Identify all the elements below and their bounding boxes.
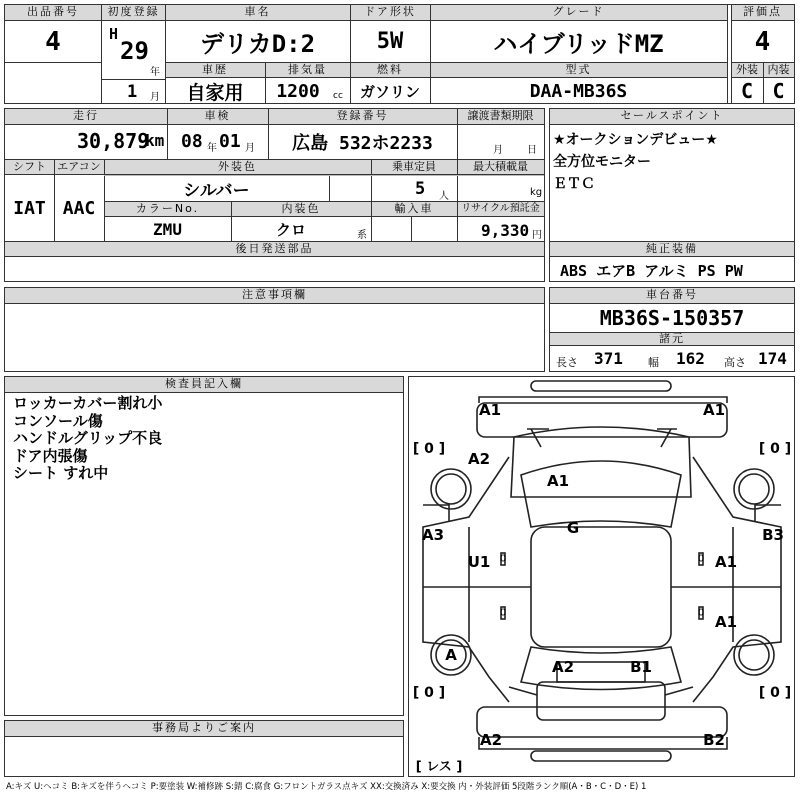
caution-box — [4, 287, 545, 372]
capacity-unit: 人 — [439, 191, 449, 202]
grade-header: グレード — [430, 5, 727, 21]
int-color-header: 内装色 — [231, 201, 371, 217]
front-bumper-outer — [479, 397, 727, 403]
import-header: 輸入車 — [371, 201, 457, 217]
year-unit: 年 — [150, 67, 160, 78]
grade-value: ハイブリッドMZ — [493, 30, 664, 58]
history-value: 自家用 — [186, 81, 244, 104]
registration-value: 広島 532ホ2233 — [292, 133, 433, 154]
width-value: 162 — [676, 349, 705, 368]
interior-value: C — [772, 79, 785, 103]
diagram-label: A1 — [714, 553, 738, 571]
inspector-note: ロッカーカバー割れ小 — [13, 394, 163, 412]
genuine-value: ABS エアB アルミ PS PW — [560, 262, 743, 280]
aircon-value: AAC — [62, 197, 96, 219]
diagram-label: A2 — [551, 658, 575, 676]
later-parts-header: 後日発送部品 — [5, 241, 544, 257]
ext-color-header: 外装色 — [104, 159, 371, 175]
diagram-label: A1 — [478, 401, 502, 419]
length-value: 371 — [594, 349, 623, 368]
displacement-header: 排気量 — [265, 62, 350, 78]
inspector-header: 検査員記入欄 — [5, 377, 403, 393]
zero-mark: 0 — [697, 607, 705, 619]
transfer-month-unit: 月 — [493, 145, 503, 156]
car-name-header: 車名 — [165, 5, 350, 21]
windshield — [521, 461, 681, 527]
recycle-unit: 円 — [532, 230, 542, 241]
diagram-label: B2 — [703, 731, 725, 749]
shift-value: IAT — [13, 197, 46, 219]
era-value: H — [109, 25, 119, 43]
capacity-header: 乗車定員 — [371, 159, 457, 175]
diagram-label: A2 — [467, 450, 491, 468]
zero-mark: 0 — [697, 553, 705, 565]
door-value: 5W — [376, 29, 404, 54]
tire-mark: [ 0 ] — [412, 441, 446, 457]
int-color-value: クロ — [275, 220, 306, 239]
specs-header: 諸元 — [550, 332, 794, 346]
month-value: 1 — [127, 82, 138, 102]
car-name-value: デリカD:2 — [199, 30, 316, 58]
diagram-label: A2 — [479, 731, 503, 749]
inspector-note: コンソール傷 — [13, 411, 103, 430]
inspector-note: ドア内張傷 — [13, 446, 88, 465]
damage-legend: A:キズ U:ヘコミ B:キズを伴うヘコミ P:要塗装 W:補修跡 S:錆 C:腐食 G:フロントガラス点キズ XX:交換済み X:要交換 内・外装評価 5段階ランク順(A・B・C・D・E) 1 — [6, 782, 647, 792]
car-diagram-box — [408, 376, 795, 777]
sales-point-item: ＥＴＣ — [553, 176, 595, 192]
roof-rail-top — [531, 381, 671, 391]
sales-point-box — [549, 108, 795, 282]
inspection-month: 01 — [219, 131, 241, 152]
diagram-label: A3 — [421, 526, 445, 544]
year-value: 29 — [120, 37, 149, 65]
max-load-unit: kg — [530, 187, 543, 198]
history-header: 車歴 — [165, 62, 265, 78]
score-value: 4 — [754, 26, 771, 57]
transfer-header: 譲渡書類期限 — [457, 109, 544, 125]
rear-bumper — [477, 707, 727, 737]
mileage-value: 30,879 — [77, 129, 150, 153]
ext-color-value: シルバー — [183, 180, 250, 201]
displacement-unit: cc — [333, 91, 343, 101]
inspection-year: 08 — [181, 131, 203, 152]
score-header: 評価点 — [731, 5, 794, 21]
door-header: ドア形状 — [350, 5, 430, 21]
diagram-label: G — [566, 519, 580, 537]
rear-window — [521, 647, 681, 690]
tire-mark: [ 0 ] — [758, 441, 792, 457]
inspector-note: ハンドルグリップ不良 — [13, 429, 163, 447]
sales-point-item: ★オークションデビュー★ — [553, 132, 718, 148]
first-reg-header: 初度登録 — [102, 5, 165, 21]
inspection-month-unit: 月 — [245, 143, 255, 154]
chassis-box — [549, 287, 795, 372]
car-diagram — [409, 377, 796, 778]
vehicle-info-block — [4, 108, 545, 282]
front-bumper — [477, 403, 727, 437]
interior-header: 内装 — [763, 62, 794, 78]
fuel-header: 燃料 — [350, 62, 430, 78]
registration-header: 登録番号 — [268, 109, 457, 125]
lot-no-value: 4 — [45, 26, 61, 57]
shift-header: シフト — [5, 159, 54, 175]
aircon-header: エアコン — [54, 159, 104, 175]
diagram-label: A — [445, 646, 457, 664]
capacity-value: 5 — [415, 179, 426, 199]
height-value: 174 — [758, 349, 787, 368]
color-no-header: カラーNo. — [104, 201, 231, 217]
sales-points-list — [553, 129, 718, 195]
int-color-unit: 系 — [357, 230, 367, 241]
spare-tire-mark: [ レス ] — [415, 759, 463, 775]
model-code-value: DAA-MB36S — [529, 80, 628, 102]
exterior-header: 外装 — [731, 62, 763, 78]
diagram-label: U1 — [467, 553, 491, 571]
fuel-value: ガソリン — [359, 82, 420, 101]
diagram-label: A1 — [702, 401, 726, 419]
displacement-value: 1200 — [276, 80, 320, 102]
mileage-header: 走行 — [5, 109, 167, 125]
mileage-unit: km — [145, 131, 165, 150]
tire-mark: [ 0 ] — [758, 685, 792, 701]
model-code-header: 型式 — [430, 62, 727, 78]
diagram-label: B1 — [630, 658, 652, 676]
exterior-value: C — [740, 79, 754, 103]
chassis-header: 車台番号 — [550, 288, 794, 304]
rear-rail — [531, 751, 671, 761]
roof — [531, 527, 671, 647]
genuine-header: 純正装備 — [550, 241, 794, 257]
diagram-label: A1 — [714, 613, 738, 631]
office-box — [4, 720, 404, 777]
month-unit: 月 — [150, 92, 160, 103]
recycle-header: リサイクル預託金 — [457, 201, 544, 217]
length-label: 長さ — [556, 356, 578, 369]
inspection-header: 車検 — [167, 109, 268, 125]
color-no-value: ZMU — [153, 219, 182, 239]
header-block — [4, 4, 795, 104]
width-label: 幅 — [648, 356, 659, 369]
zero-mark: 0 — [499, 553, 507, 565]
lot-no-header: 出品番号 — [5, 5, 101, 21]
diagram-label: B3 — [762, 526, 784, 544]
transfer-day-unit: 日 — [527, 145, 537, 156]
max-load-header: 最大積載量 — [457, 159, 544, 175]
caution-header: 注意事項欄 — [5, 288, 544, 304]
recycle-value: 9,330 — [481, 221, 530, 240]
office-header: 事務局よりご案内 — [5, 721, 403, 737]
inspector-box — [4, 376, 404, 716]
sales-point-item: 全方位モニター — [553, 154, 651, 170]
inspection-year-unit: 年 — [207, 143, 217, 154]
diagram-label: A1 — [546, 472, 570, 490]
chassis-value: MB36S-150357 — [599, 306, 745, 330]
height-label: 高さ — [724, 356, 746, 369]
inspector-note: シート すれ中 — [13, 464, 109, 482]
tire-mark: [ 0 ] — [412, 685, 446, 701]
sales-point-header: セールスポイント — [550, 109, 794, 125]
zero-mark: 0 — [499, 607, 507, 619]
